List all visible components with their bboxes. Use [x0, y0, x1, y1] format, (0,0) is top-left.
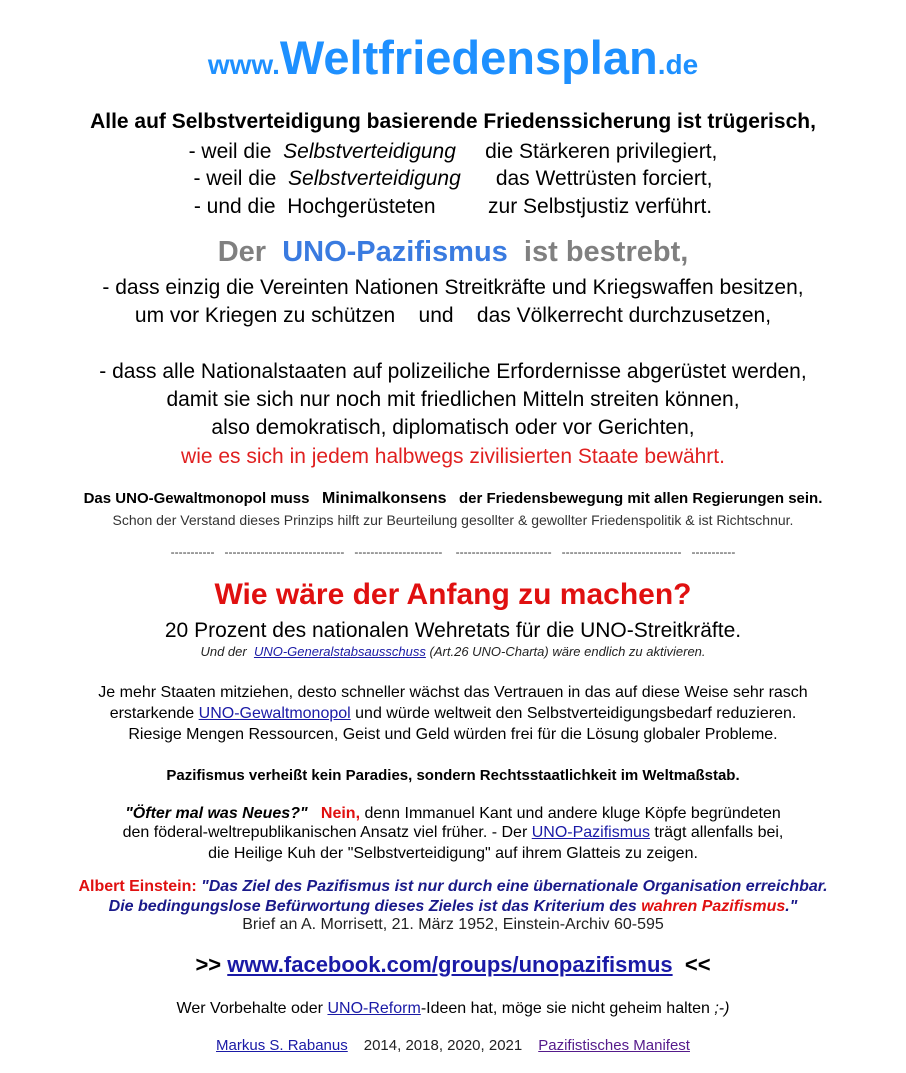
facebook-arrow-left: >> [195, 952, 222, 977]
uno-line: also demokratisch, diplomatisch oder vor Gerichten, [211, 416, 695, 439]
neues-quote: "Öfter mal was Neues?" [125, 805, 308, 822]
neues-post: trägt allenfalls bei, [654, 824, 784, 841]
einstein-name: Albert Einstein: [78, 878, 197, 895]
mehr-line: Je mehr Staaten mitziehen, desto schneller wächst das Vertrauen in das auf diese Weise sehr rasch [98, 684, 808, 701]
mehr-post: und würde weltweit den Selbstverteidigungsbedarf reduzieren. [355, 705, 797, 722]
logo-prefix: www. [207, 49, 280, 80]
generalstab-link[interactable]: UNO-Generalstabsausschuss [253, 644, 426, 659]
mehr-pre: erstarkende [109, 705, 195, 722]
prozent-line: 20 Prozent des nationalen Wehretats für die UNO-Streitkräfte. [164, 619, 742, 642]
mehr-line [0, 705, 906, 723]
einstein-quote-line: "Das Ziel des Pazifismus ist nur durch eine übernationale Organisation erreichbar. [201, 878, 828, 895]
uno-line: - dass einzig die Vereinten Nationen Streitkräfte und Kriegswaffen besitzen, [102, 276, 804, 299]
thesis-line-b: Selbstverteidigung [283, 140, 456, 163]
reform-pre: Wer Vorbehalte oder [176, 1000, 324, 1017]
monopol-post: der Friedensbewegung mit allen Regierungen sein. [458, 490, 823, 507]
footer [0, 1037, 906, 1054]
neues-line [0, 824, 906, 842]
uno-line-highlight: wie es sich in jedem halbwegs zivilisierten Staate bewährt. [181, 445, 725, 468]
uno-heading [0, 236, 906, 269]
monopol-statement [0, 490, 906, 508]
uno-reform-link[interactable]: UNO-Reform [327, 1000, 421, 1017]
uno-heading-highlight: UNO-Pazifismus [282, 236, 508, 268]
einstein-quote-line: Die bedingungslose Befürwortung dieses Zieles ist das Kriterium des [108, 898, 637, 915]
einstein-quote [0, 898, 906, 916]
neues-post: denn Immanuel Kant und andere kluge Köpfe begründeten [364, 805, 781, 822]
facebook-link[interactable]: www.facebook.com/groups/unopazifismus [227, 952, 673, 977]
paradies-statement: Pazifismus verheißt kein Paradies, sondern Rechtsstaatlichkeit im Weltmaßstab. [166, 767, 740, 784]
thesis-line-b: Selbstverteidigung [288, 167, 461, 190]
uno-heading-pre: Der [217, 236, 267, 268]
uno-heading-post: ist bestrebt, [523, 236, 689, 268]
author-link[interactable]: Markus S. Rabanus [216, 1037, 348, 1054]
thesis-line-c: die Stärkeren privilegiert, [485, 140, 718, 163]
generalstab-pre: Und der [200, 644, 247, 659]
reform-smiley: ;-) [714, 1000, 730, 1017]
monopol-sub: Schon der Verstand dieses Prinzips hilft zur Beurteilung gesollter & gewollter Friedenspolitik & ist Richtschnur. [112, 512, 794, 528]
thesis-line [0, 140, 906, 164]
manifest-link[interactable]: Pazifistisches Manifest [538, 1037, 690, 1054]
reform-line [0, 1000, 906, 1018]
monopol-mid: Minimalkonsens [321, 490, 447, 507]
einstein-highlight: wahren Pazifismus [641, 898, 786, 915]
facebook-line [0, 952, 906, 978]
thesis-line-a: - und die [193, 195, 276, 218]
uno-line: - dass alle Nationalstaaten auf polizeiliche Erfordernisse abgerüstet werden, [99, 360, 807, 383]
divider: ----------- ------------------------------ ---------------------- ------------------------ ------------------------------ ----------- [170, 545, 736, 559]
mehr-line: Riesige Mengen Ressourcen, Geist und Geld würden frei für die Lösung globaler Probleme. [128, 726, 778, 743]
thesis-line-a: - weil die [193, 167, 277, 190]
neues-line [0, 805, 906, 823]
thesis-line-b: Hochgerüsteten [287, 195, 436, 218]
einstein-quote-end: ." [785, 898, 798, 915]
einstein-quote [0, 878, 906, 896]
thesis-line-c: zur Selbstjustiz verführt. [488, 195, 713, 218]
site-logo [0, 30, 906, 85]
gewaltmonopol-link[interactable]: UNO-Gewaltmonopol [198, 705, 351, 722]
neues-nein: Nein, [320, 805, 361, 822]
footer-years: 2014, 2018, 2020, 2021 [363, 1037, 523, 1054]
reform-post: -Ideen hat, möge sie nicht geheim halten [420, 1000, 710, 1017]
facebook-arrow-right: << [684, 952, 711, 977]
monopol-pre: Das UNO-Gewaltmonopol muss [83, 490, 310, 507]
anfang-title: Wie wäre der Anfang zu machen? [214, 578, 692, 611]
logo-main: Weltfriedensplan [279, 31, 658, 84]
thesis-title: Alle auf Selbstverteidigung basierende Friedenssicherung ist trügerisch, [90, 110, 816, 133]
uno-pazifismus-link[interactable]: UNO-Pazifismus [531, 824, 650, 841]
uno-line: um vor Kriegen zu schützen und das Völkerrecht durchzusetzen, [134, 304, 772, 327]
einstein-source: Brief an A. Morrisett, 21. März 1952, Einstein-Archiv 60-595 [242, 916, 664, 933]
neues-pre: den föderal-weltrepublikanischen Ansatz viel früher. - Der [122, 824, 528, 841]
generalstab-line [0, 644, 906, 659]
logo-suffix: .de [657, 49, 699, 80]
uno-line: damit sie sich nur noch mit friedlichen Mitteln streiten können, [166, 388, 740, 411]
thesis-line-c: das Wettrüsten forciert, [495, 167, 713, 190]
thesis-line [0, 167, 906, 191]
neues-line: die Heilige Kuh der "Selbstverteidigung" auf ihrem Glatteis zu zeigen. [208, 845, 698, 862]
generalstab-post: (Art.26 UNO-Charta) wäre endlich zu aktivieren. [429, 644, 706, 659]
thesis-line-a: - weil die [188, 140, 272, 163]
thesis-line [0, 195, 906, 219]
